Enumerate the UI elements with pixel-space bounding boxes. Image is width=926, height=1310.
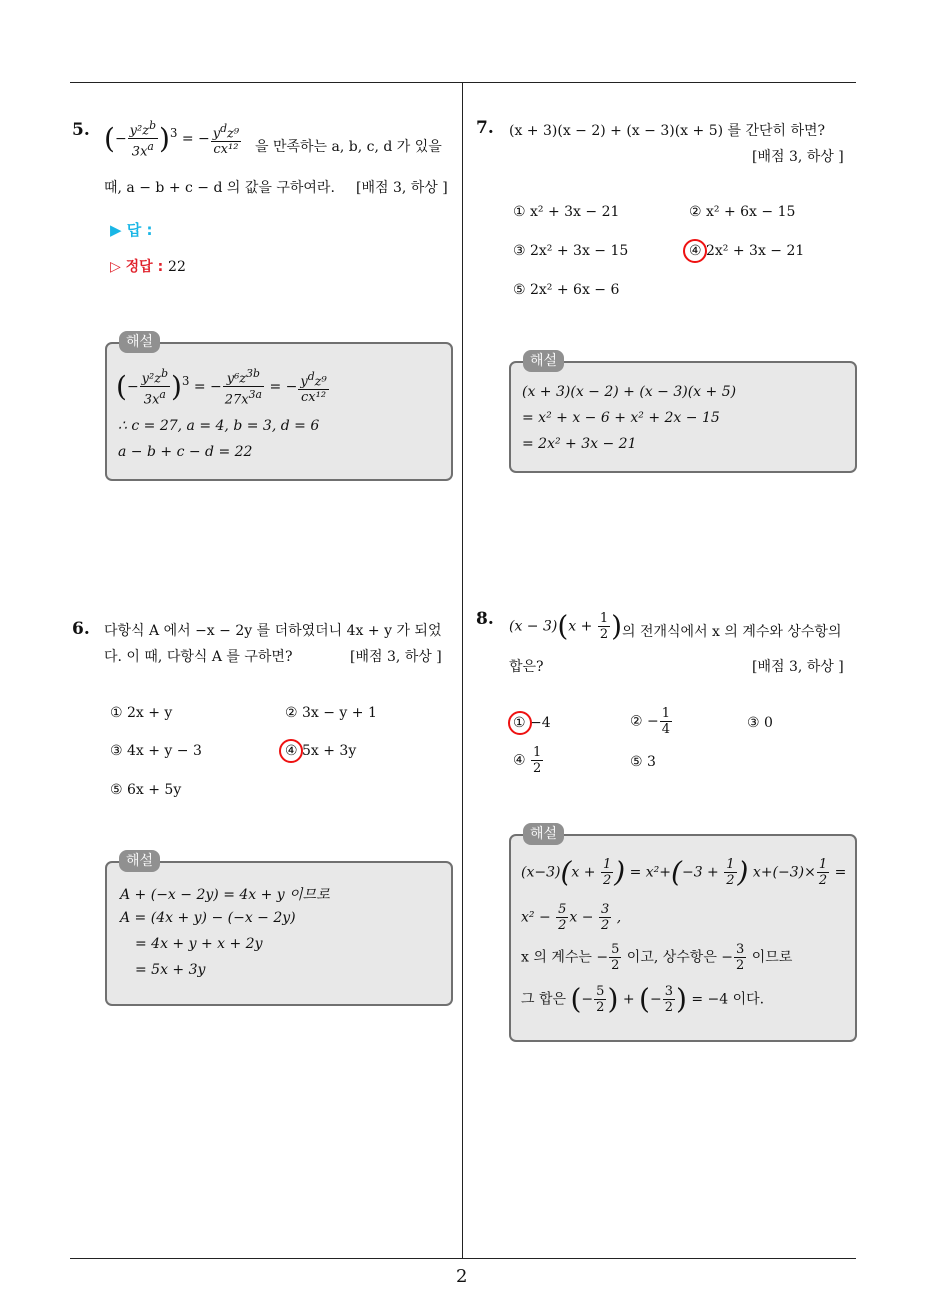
q8-option-2-label: ② − bbox=[630, 713, 659, 730]
q5-exp-line2: ∴ c = 27, a = 4, b = 3, d = 6 bbox=[118, 418, 320, 434]
top-rule bbox=[70, 82, 856, 83]
q8-option-5[interactable]: ⑤ 3 bbox=[630, 754, 656, 770]
q7-number: 7. bbox=[476, 118, 494, 138]
q8-option-1[interactable]: ① −4 bbox=[513, 715, 551, 731]
q8-option-4-label: ④ bbox=[513, 752, 526, 769]
q5-grade: [배점 3, 하상 ] bbox=[356, 180, 448, 196]
q8-exp-line3: x 의 계수는 − $\frac{5}{2}$ 이고, 상수항은 − $\frac{3}{2}$ 이므로 bbox=[521, 942, 793, 973]
q7-option-3[interactable]: ③ 2x² + 3x − 15 bbox=[513, 243, 629, 259]
q5-equation: (− $\frac{y^2z^b}{3x^a}$ )$^3$ = − $\frac{y^dz^9}{\text{cx¹²}}$ bbox=[104, 119, 240, 160]
q5-line1-rest: 을 만족하는 a, b, c, d 가 있을 bbox=[255, 139, 442, 155]
q8-explanation-tag: 해설 bbox=[523, 823, 564, 845]
q6-exp-line4: = 5x + 3y bbox=[135, 962, 206, 978]
q8-answer-mark-icon bbox=[508, 711, 532, 735]
q6-exp-line2: A = (4x + y) − (−x − 2y) bbox=[120, 910, 296, 926]
q8-grade: [배점 3, 하상 ] bbox=[752, 659, 844, 675]
q5-exp-line1: (− $\frac{y^2z^b}{3x^a}$ )$^3$ = − $\frac{y^6z^{3b}}{27x^{3a}}$ = − $\frac{y^dz^9}{\text{cx¹²}}$ bbox=[116, 367, 327, 408]
q6-option-4[interactable]: ④ 5x + 3y bbox=[285, 743, 357, 759]
q7-option-2[interactable]: ② x² + 6x − 15 bbox=[689, 204, 796, 220]
q6-option-5[interactable]: ⑤ 6x + 5y bbox=[110, 782, 182, 798]
q7-exp-line2: = x² + x − 6 + x² + 2x − 15 bbox=[522, 410, 720, 426]
q6-exp-line1: A + (−x − 2y) = 4x + y 이므로 bbox=[120, 887, 330, 903]
bottom-rule bbox=[70, 1258, 856, 1259]
q7-answer-mark-icon bbox=[683, 239, 707, 263]
q8-option-3[interactable]: ③ 0 bbox=[747, 715, 773, 731]
q8-exp-line4-a: 그 합은 bbox=[521, 991, 567, 1008]
q8-number: 8. bbox=[476, 609, 494, 629]
q8-exp-line2-tail: , bbox=[616, 909, 622, 926]
page-number: 2 bbox=[456, 1266, 468, 1287]
q5-exp-line3: a − b + c − d = 22 bbox=[118, 444, 253, 460]
q5-correct bbox=[110, 256, 186, 276]
q5-correct-value: 22 bbox=[168, 259, 186, 275]
q8-option-2[interactable]: ② − $\frac{1}{4}$ bbox=[630, 706, 671, 737]
q8-line1-rest: 의 전개식에서 x 의 계수와 상수항의 bbox=[622, 624, 842, 640]
q7-line1: (x + 3)(x − 2) + (x − 3)(x + 5) 를 간단히 하면? bbox=[509, 123, 826, 139]
q7-grade: [배점 3, 하상 ] bbox=[752, 149, 844, 165]
q6-explanation-tag: 해설 bbox=[119, 850, 160, 872]
q6-answer-mark-icon bbox=[279, 739, 303, 763]
q5-line2: 때, a − b + c − d 의 값을 구하여라. bbox=[104, 180, 335, 196]
q7-exp-line1: (x + 3)(x − 2) + (x − 3)(x + 5) bbox=[522, 384, 737, 400]
q7-option-4[interactable]: ④ 2x² + 3x − 21 bbox=[689, 243, 805, 259]
q5-explanation-box bbox=[105, 342, 453, 481]
q6-line2: 다. 이 때, 다항식 A 를 구하면? bbox=[104, 649, 293, 665]
column-divider bbox=[462, 82, 463, 1259]
q7-exp-line3: = 2x² + 3x − 21 bbox=[522, 436, 637, 452]
q6-line1: 다항식 A 에서 −x − 2y 를 더하였더니 4x + y 가 되었 bbox=[104, 623, 442, 639]
q5-explanation-tag: 해설 bbox=[119, 331, 160, 353]
q5-number: 5. bbox=[72, 120, 90, 140]
q7-option-5[interactable]: ⑤ 2x² + 6x − 6 bbox=[513, 282, 620, 298]
q8-exp-line3-c: 이므로 bbox=[747, 949, 793, 966]
q7-option-1[interactable]: ① x² + 3x − 21 bbox=[513, 204, 620, 220]
q6-option-1[interactable]: ① 2x + y bbox=[110, 705, 173, 721]
q5-correct-label: ▷ 정답 : bbox=[110, 259, 164, 275]
q6-explanation-box bbox=[105, 861, 453, 1006]
q8-exp-line1: (x−3)(x + $\frac{1}{2}$ ) = x²+(−3 + $\frac{1}{2}$ ) x+(−3)× $\frac{1}{2}$ = bbox=[521, 855, 847, 889]
q8-option-4[interactable]: ④ $\frac{1}{2}$ bbox=[513, 745, 542, 776]
q5-answer-label: ▶ 답 : bbox=[110, 221, 153, 239]
q8-exp-line3-b: 이고, 상수항은 − bbox=[622, 949, 734, 966]
q8-line2: 합은? bbox=[509, 659, 544, 675]
q8-exp-line4: 그 합은 (− $\frac{5}{2}$ ) + (− $\frac{3}{2}$ ) = −4 이다. bbox=[521, 982, 765, 1016]
q6-option-2[interactable]: ② 3x − y + 1 bbox=[285, 705, 377, 721]
q7-explanation-tag: 해설 bbox=[523, 350, 564, 372]
q8-expression: (x − 3)(x + $\frac{1}{2}$ ) bbox=[509, 609, 623, 643]
q6-number: 6. bbox=[72, 619, 90, 639]
q6-option-3[interactable]: ③ 4x + y − 3 bbox=[110, 743, 202, 759]
q6-exp-line3: = 4x + y + x + 2y bbox=[135, 936, 263, 952]
q8-exp-line2: x² − $\frac{5}{2}$ x − $\frac{3}{2}$ , bbox=[521, 902, 622, 933]
q6-grade: [배점 3, 하상 ] bbox=[350, 649, 442, 665]
q8-exp-line4-b: = −4 이다. bbox=[691, 991, 765, 1008]
q8-exp-line3-a: x 의 계수는 − bbox=[521, 949, 609, 966]
